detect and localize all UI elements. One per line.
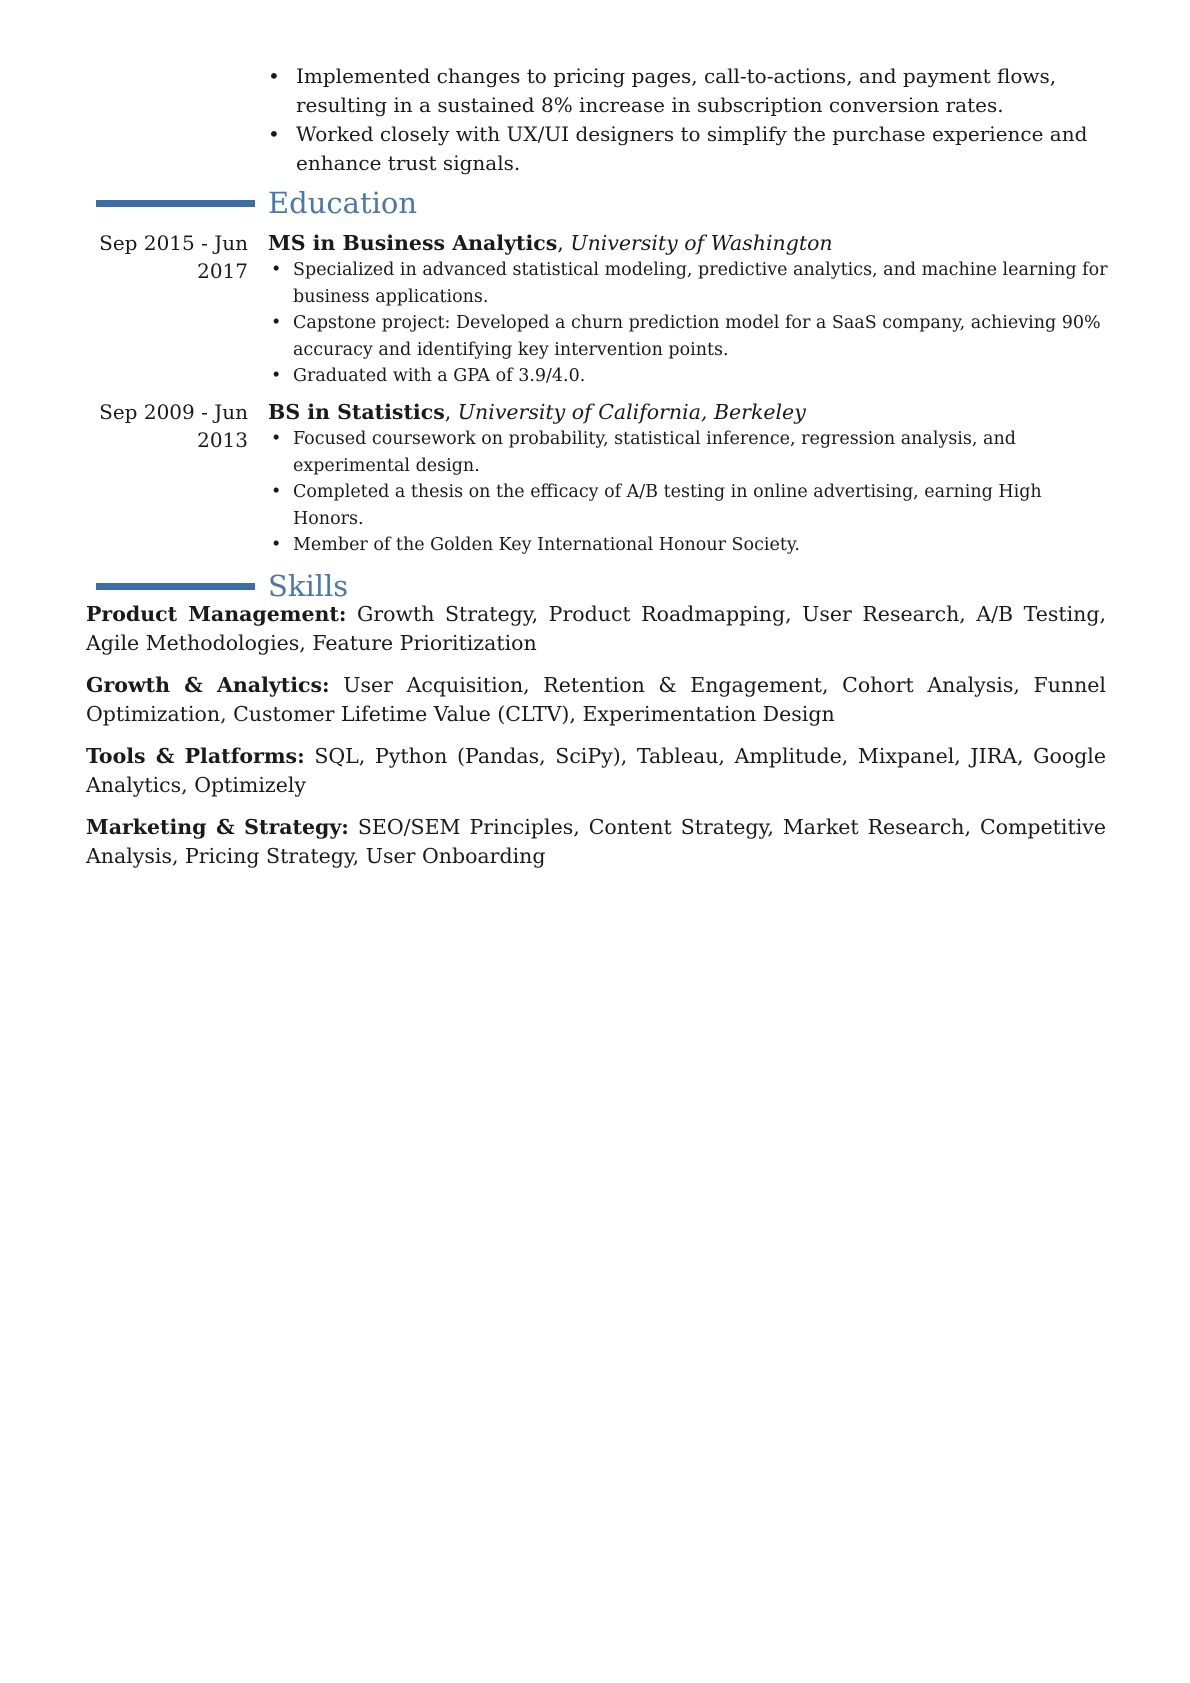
skill-group-name: Product Management: — [86, 602, 347, 626]
skill-group-items: SQL, Python (Pandas, SciPy), Tableau, Amplitude, Mixpanel, JIRA, Google Analytics, Optimizely — [86, 744, 1106, 797]
education-bullet: • Focused coursework on probability, statistical inference, regression analysis, and experimental design. — [268, 426, 1108, 479]
education-heading-bar — [96, 200, 255, 207]
education-bullet: • Specialized in advanced statistical modeling, predictive analytics, and machine learning for business applications. — [268, 257, 1108, 310]
education-heading-title: Education — [268, 186, 418, 220]
skill-group — [86, 813, 1106, 871]
education-institution: University of California, Berkeley — [457, 400, 806, 424]
education-details — [268, 398, 1108, 559]
skill-group — [86, 742, 1106, 800]
experience-continuation-bullets — [268, 62, 1098, 178]
education-degree: BS in Statistics — [268, 400, 445, 424]
skills-list — [86, 600, 1106, 884]
education-date: Sep 2009 - Jun 2013 — [99, 400, 248, 452]
experience-bullet: • Worked closely with UX/UI designers to simplify the purchase experience and enhance trust signals. — [268, 120, 1098, 178]
skills-heading-bar — [96, 583, 255, 590]
education-date: Sep 2015 - Jun 2017 — [99, 231, 248, 283]
skill-group-items: User Acquisition, Retention & Engagement, Cohort Analysis, Funnel Optimization, Customer Lifetime Value (CLTV), Experimentation Design — [86, 673, 1106, 726]
education-degree: MS in Business Analytics — [268, 231, 558, 255]
skill-group-items: Growth Strategy, Product Roadmapping, User Research, A/B Testing, Agile Methodologies, Feature Prioritization — [86, 602, 1106, 655]
education-bullets — [268, 426, 1108, 559]
experience-bullet: • Implemented changes to pricing pages, call-to-actions, and payment flows, resulting in a sustained 8% increase in subscription conversion rates. — [268, 62, 1098, 120]
skill-group-name: Growth & Analytics: — [86, 673, 330, 697]
education-institution: University of Washington — [570, 231, 833, 255]
education-title: MS in Business Analytics, University of Washington — [268, 231, 833, 255]
skill-group — [86, 671, 1106, 729]
skill-group-name: Tools & Platforms: — [86, 744, 305, 768]
education-bullet: • Completed a thesis on the efficacy of A/B testing in online advertising, earning High Honors. — [268, 479, 1108, 532]
education-title: BS in Statistics, University of California, Berkeley — [268, 400, 806, 424]
skill-group — [86, 600, 1106, 658]
skills-heading-title: Skills — [268, 569, 349, 603]
education-bullets — [268, 257, 1108, 390]
education-bullet: • Graduated with a GPA of 3.9/4.0. — [268, 363, 1108, 390]
education-bullet: • Capstone project: Developed a churn prediction model for a SaaS company, achieving 90% accuracy and identifying key intervention points. — [268, 310, 1108, 363]
skill-group-items: SEO/SEM Principles, Content Strategy, Market Research, Competitive Analysis, Pricing Strategy, User Onboarding — [86, 815, 1106, 868]
education-section-heading — [96, 183, 417, 223]
skill-group-name: Marketing & Strategy: — [86, 815, 349, 839]
education-details — [268, 229, 1108, 390]
education-bullet: • Member of the Golden Key International Honour Society. — [268, 532, 1108, 559]
